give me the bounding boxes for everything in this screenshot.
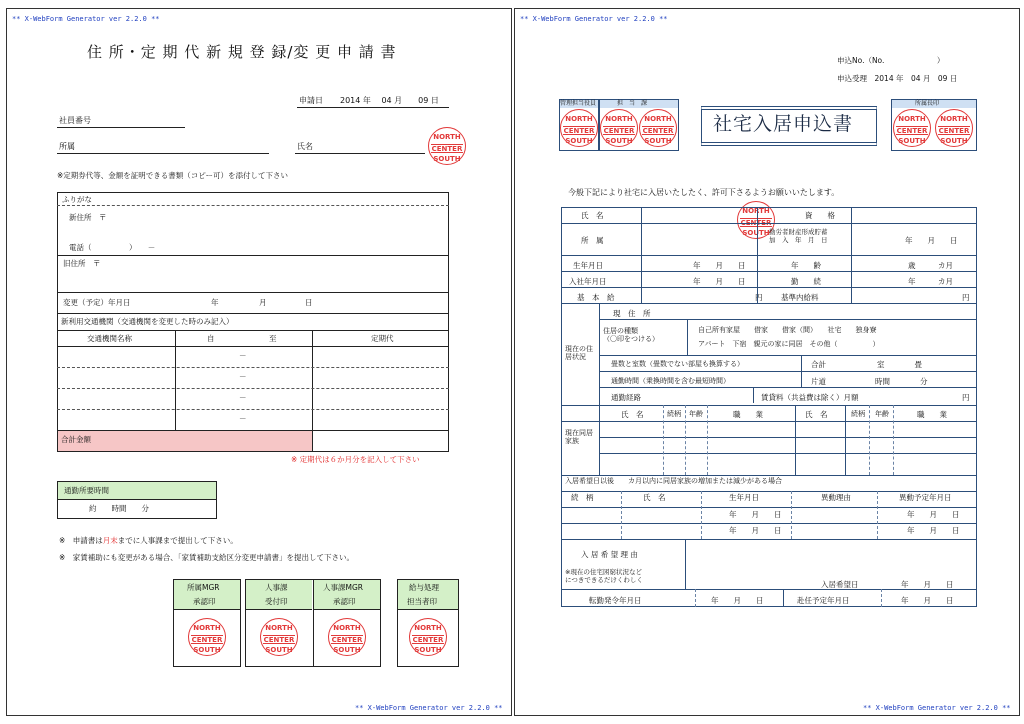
- label-savings: 勤労者財産形成貯蓄 加 入 年 月 日: [769, 228, 828, 244]
- commute-time-label: 通勤所要時間: [64, 486, 109, 495]
- name-field[interactable]: [295, 153, 425, 154]
- label-address: 所 属: [581, 236, 604, 245]
- age-value[interactable]: 歳 カ月: [908, 261, 953, 270]
- label-oneway: 片道: [811, 377, 826, 386]
- approval-label: 給与処理: [409, 583, 439, 592]
- left-form-page: [6, 8, 512, 716]
- family-header: 氏 名: [621, 410, 644, 419]
- grid-line: [599, 387, 977, 388]
- approval-label: 承認印: [193, 597, 216, 606]
- grid-line: [845, 405, 846, 475]
- change-date-2[interactable]: 年 月 日: [729, 526, 782, 535]
- application-date: 2014 年 04 月 09 日: [340, 96, 439, 105]
- family-header: 続柄: [667, 410, 681, 418]
- grid-line: [561, 589, 977, 590]
- grid-line: [757, 207, 758, 303]
- change-month[interactable]: 月: [259, 298, 267, 307]
- stamp-dept-1: NORTH CENTER SOUTH: [893, 109, 931, 147]
- grid-line: [801, 355, 802, 387]
- grid-line: [599, 437, 977, 438]
- commute-time-value[interactable]: 時間 分: [875, 377, 928, 386]
- grid-line: [695, 589, 696, 607]
- change-header: 続 柄: [571, 493, 594, 502]
- grid-line: [881, 589, 882, 607]
- grid-line: [561, 491, 977, 492]
- rent-yen[interactable]: 円: [962, 393, 970, 402]
- grid-line: [877, 491, 878, 539]
- grid-line: [561, 421, 977, 422]
- family-header: 年齢: [689, 410, 703, 418]
- header-from: 自: [207, 334, 215, 343]
- dept-field[interactable]: [57, 153, 269, 154]
- fare-note: ※ 定期代は６か月分を記入して下さい: [291, 455, 420, 464]
- change-plan-1[interactable]: 年 月 日: [907, 510, 960, 519]
- attachment-notice: ※定期券代等、金額を証明できる書類（コピー可）を添付して下さい: [57, 171, 288, 180]
- change-plan-2[interactable]: 年 月 日: [907, 526, 960, 535]
- total-cell: [58, 431, 312, 451]
- stamp-applicant: NORTH CENTER SOUTH: [428, 127, 466, 165]
- watermark-top: ** X-WebForm Generator ver 2.2.0 **: [520, 15, 668, 23]
- application-date-label: 申請日: [299, 96, 323, 105]
- tenure-value[interactable]: 年 カ月: [908, 277, 953, 286]
- grid-line: [561, 287, 977, 288]
- row-dash: －: [239, 414, 247, 423]
- family-header: 氏 名: [805, 410, 828, 419]
- grid-line: [791, 491, 792, 539]
- posting-date[interactable]: 年 月 日: [901, 596, 954, 605]
- change-header: 異動予定年月日: [899, 493, 952, 502]
- grid-line: [561, 507, 977, 508]
- watermark-bottom: ** X-WebForm Generator ver 2.2.0 **: [355, 704, 503, 712]
- watermark-top: ** X-WebForm Generator ver 2.2.0 **: [12, 15, 160, 23]
- grid-line: [599, 355, 977, 356]
- desired-date[interactable]: 年 月 日: [901, 580, 954, 589]
- stamp-header: 所属長印: [915, 100, 940, 107]
- label-qualification: 資 格: [805, 211, 835, 220]
- grid-line: [561, 255, 977, 256]
- row-dash: －: [239, 393, 247, 402]
- label-hire: 入社年月日: [569, 277, 607, 286]
- label-salary: 基 本 給: [577, 293, 615, 302]
- reason-note: ※現在の住宅困窮状況など につきできるだけくわしく: [565, 568, 643, 584]
- label-family-change: 入居希望日以後 カ月以内に同居家族の増加または減少がある場合: [565, 477, 782, 485]
- label-reason: 入 居 希 望 理 由: [581, 550, 638, 559]
- row-dash: －: [239, 351, 247, 360]
- stamp-payroll: NORTH CENTER SOUTH: [409, 618, 447, 656]
- stamp-dept-mgr: NORTH CENTER SOUTH: [188, 618, 226, 656]
- grid-line: [561, 539, 977, 540]
- stamp-section-1: NORTH CENTER SOUTH: [600, 109, 638, 147]
- label-tenure: 勤 続: [791, 277, 821, 286]
- note-rent-subsidy: ※ 家賃補助にも変更がある場合、「家賃補助支給区分変更申請書」を提出して下さい。: [59, 553, 355, 562]
- change-header: 氏 名: [643, 493, 666, 502]
- transfer-date[interactable]: 年 月 日: [711, 596, 764, 605]
- grid-line: [641, 207, 642, 303]
- label-current-residence: 現在の住居状況: [565, 345, 593, 362]
- grid-line: [707, 405, 708, 475]
- stamp-header: 担 当 課: [617, 100, 648, 107]
- label-family: 現在同居家族: [565, 429, 593, 446]
- dept-label: 所属: [59, 142, 75, 151]
- grid-line: [561, 271, 977, 272]
- old-address-label[interactable]: 旧住所 〒: [63, 259, 101, 268]
- grid-line: [561, 303, 977, 304]
- total-label: 合計金額: [61, 435, 91, 444]
- grid-line: [795, 405, 796, 475]
- approval-label: 所属MGR: [187, 583, 220, 592]
- right-form-page: [514, 8, 1020, 716]
- grid-line: [663, 405, 664, 475]
- rooms-value[interactable]: 室 畳: [877, 360, 922, 369]
- commute-time-value[interactable]: 約 時間 分: [89, 504, 149, 513]
- label-commute-route: 通勤経路: [611, 393, 641, 402]
- grid-line: [561, 405, 977, 406]
- salary-yen[interactable]: 円: [755, 293, 763, 302]
- change-date-label: 変更（予定）年月日: [63, 298, 131, 307]
- change-header: 生年月日: [729, 493, 759, 502]
- label-desired-date: 入居希望日: [821, 580, 859, 589]
- application-number: 申込No.（No. ）: [837, 56, 945, 65]
- grid-line: [561, 523, 977, 524]
- grid-line: [599, 303, 600, 475]
- label-residence-type: 住居の種類 （〇印をつける）: [603, 327, 659, 344]
- approval-label: 担当者印: [407, 597, 437, 606]
- label-rent: 賃貸料（共益費は除く）月額: [761, 393, 859, 402]
- grid-line: [851, 207, 852, 303]
- label-posting: 赴任予定年月日: [797, 596, 850, 605]
- approval-label: 人事課MGR: [323, 583, 363, 592]
- approval-label: 受付印: [265, 597, 288, 606]
- stamp-dept-2: NORTH CENTER SOUTH: [935, 109, 973, 147]
- label-commute: 通勤時間（乗換時間を含む最短時間）: [611, 377, 730, 385]
- hire-date[interactable]: 年 月 日: [693, 277, 746, 286]
- form-title: 社宅入居申込書: [713, 113, 854, 135]
- label-birth: 生年月日: [573, 261, 603, 270]
- family-header: 職 業: [917, 410, 947, 419]
- grid-line: [893, 405, 894, 475]
- birth-date[interactable]: 年 月 日: [693, 261, 746, 270]
- standard-salary-yen[interactable]: 円: [962, 293, 970, 302]
- grid-line: [599, 453, 977, 454]
- grid-line: [685, 539, 686, 589]
- new-address-label[interactable]: 新住所 〒: [69, 213, 107, 222]
- application-received: 申込受理 2014 年 04 月 09 日: [837, 74, 958, 83]
- grid-line: [869, 405, 870, 475]
- employee-no-field[interactable]: [57, 127, 185, 128]
- stamp-hr-reception: NORTH CENTER SOUTH: [260, 618, 298, 656]
- intro-text: 今般下記により社宅に入居いたしたく、許可下さるようお願いいたします。: [568, 188, 840, 197]
- commute-section-label: 新利用交通機関（交通機関を変更した時のみ記入）: [61, 317, 234, 326]
- stamp-section-2: NORTH CENTER SOUTH: [639, 109, 677, 147]
- label-current-address: 現 住 所: [613, 309, 651, 318]
- stamp-header: 管理担当役員: [560, 100, 597, 107]
- grid-line: [753, 387, 754, 403]
- grid-line: [701, 491, 702, 539]
- change-date-1[interactable]: 年 月 日: [729, 510, 782, 519]
- grid-line: [561, 223, 977, 224]
- stamp-hr-mgr: NORTH CENTER SOUTH: [328, 618, 366, 656]
- grid-line: [687, 319, 688, 355]
- employee-no-label: 社員番号: [59, 116, 91, 125]
- grid-line: [621, 491, 622, 539]
- grid-line: [685, 405, 686, 475]
- header-transport: 交通機関名称: [87, 334, 132, 343]
- label-transfer: 転勤発令年月日: [589, 596, 642, 605]
- family-header: 続柄: [851, 410, 865, 418]
- residence-options-2[interactable]: アパート 下宿 親元の家に同居 その他（ ）: [698, 340, 880, 348]
- watermark-bottom: ** X-WebForm Generator ver 2.2.0 **: [863, 704, 1011, 712]
- label-rooms: 畳数と室数（畳数でない部屋も換算する）: [611, 360, 744, 368]
- header-fare: 定期代: [371, 334, 394, 343]
- label-total: 合計: [811, 360, 826, 369]
- header-to: 至: [269, 334, 277, 343]
- furigana-label: ふりがな: [62, 195, 92, 204]
- label-standard-salary: 基準内給料: [781, 293, 819, 302]
- form-title: 住 所・定 期 代 新 規 登 録/変 更 申 請 書: [87, 43, 397, 61]
- family-header: 職 業: [733, 410, 763, 419]
- residence-options-1[interactable]: 自己所有家屋 借家 借家（間） 社宅 独身寮: [698, 326, 877, 334]
- grid-line: [599, 371, 977, 372]
- label-name: 氏 名: [581, 211, 604, 220]
- grid-line: [599, 319, 977, 320]
- label-age: 年 齢: [791, 261, 821, 270]
- savings-date[interactable]: 年 月 日: [905, 236, 958, 245]
- change-year[interactable]: 年: [211, 298, 219, 307]
- phone-label[interactable]: 電話（ ） －: [69, 243, 156, 252]
- grid-line: [783, 589, 784, 607]
- approval-label: 人事課: [265, 583, 288, 592]
- family-header: 年齢: [875, 410, 889, 418]
- grid-line: [561, 475, 977, 476]
- change-day[interactable]: 日: [305, 298, 313, 307]
- row-dash: －: [239, 372, 247, 381]
- stamp-applicant: NORTH CENTER SOUTH: [737, 201, 775, 239]
- note-deadline: ※ 申請書は月末までに人事課まで提出して下さい。: [59, 536, 238, 545]
- stamp-exec: NORTH CENTER SOUTH: [560, 109, 598, 147]
- name-label: 氏名: [297, 142, 313, 151]
- change-header: 異動理由: [821, 493, 851, 502]
- approval-label: 承認印: [333, 597, 356, 606]
